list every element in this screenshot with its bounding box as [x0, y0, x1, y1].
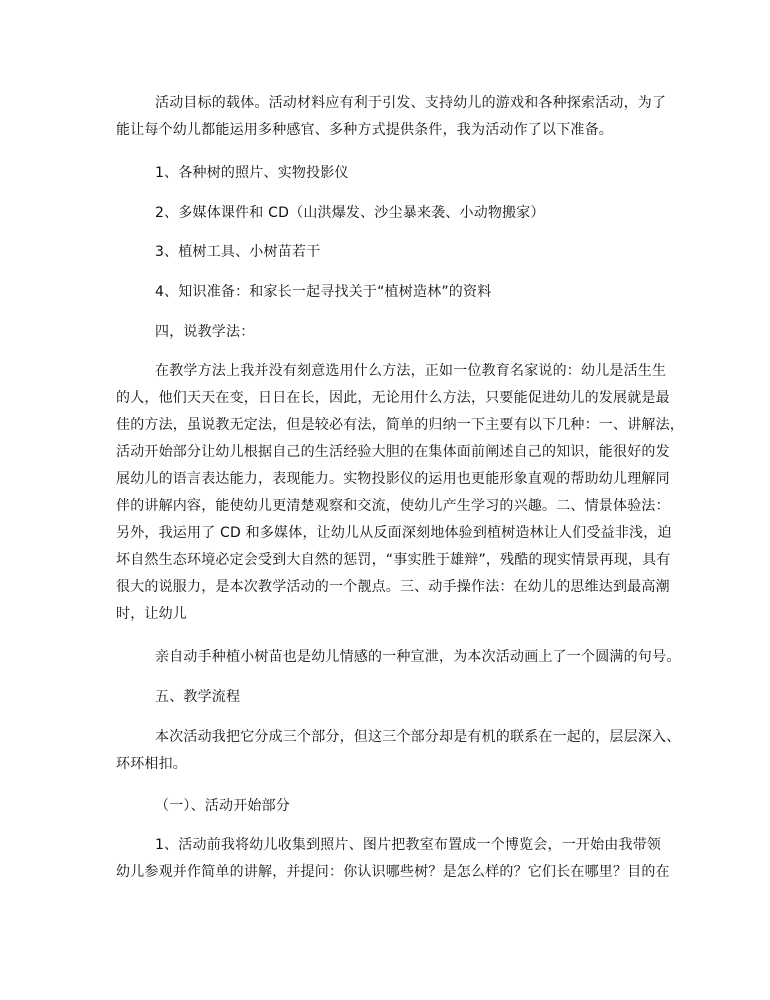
paragraph-line: 1、活动前我将幼儿收集到照片、图片把教室布置成一个博览会，一开始由我带领 — [155, 837, 662, 853]
paragraph-line: 本次活动我把它分成三个部分，但这三个部分却是有机的联系在一起的，层层深入、 — [155, 729, 681, 745]
paragraph-line: 活动目标的载体。活动材料应有利于引发、支持幼儿的游戏和各种探索活动，为了 — [155, 95, 667, 111]
paragraph-line: 在教学方法上我并没有刻意选用什么方法，正如一位教育名家说的：幼儿是活生生 — [155, 363, 667, 379]
paragraph-line: 伴的讲解内容，能使幼儿更清楚观察和交流，使幼儿产生学习的兴趣。二、情景体验法： — [116, 498, 670, 514]
paragraph-line: 时，让幼儿 — [116, 606, 187, 622]
paragraph-line: 环环相扣。 — [116, 756, 187, 772]
list-item: 1、各种树的照片、实物投影仪 — [155, 165, 349, 181]
paragraph-line: 坏自然生态环境必定会受到大自然的惩罚，“事实胜于雄辩”，残酷的现实情景再现，具有 — [116, 552, 671, 568]
paragraph-line: 佳的方法，虽说教无定法，但是较必有法，简单的归纳一下主要有以下几种：一、讲解法， — [116, 417, 684, 433]
list-item: 4、知识准备：和家长一起寻找关于“植树造林”的资料 — [155, 284, 492, 300]
paragraph-line: 能让每个幼儿都能运用多种感官、多种方式提供条件，我为活动作了以下准备。 — [116, 122, 613, 138]
section-heading: 五、教学流程 — [155, 689, 241, 705]
paragraph-line: 另外，我运用了 CD 和多媒体，让幼儿从反面深刻地体验到植树造林让人们受益非浅，迫 — [116, 525, 672, 541]
paragraph-line: 活动开始部分让幼儿根据自己的生活经验大胆的在集体面前阐述自己的知识，能很好的发 — [116, 444, 670, 460]
list-item: 3、植树工具、小树苗若干 — [155, 244, 321, 260]
paragraph-line: 幼儿参观并作简单的讲解，并提问：你认识哪些树？是怎么样的？它们长在哪里？目的在 — [116, 864, 670, 880]
paragraph-line: 的人，他们天天在变，日日在长，因此，无论用什么方法，只要能促进幼儿的发展就是最 — [116, 390, 670, 406]
list-item: 2、多媒体课件和 CD（山洪爆发、沙尘暴来袭、小动物搬家） — [155, 205, 545, 221]
paragraph-line: 展幼儿的语言表达能力，表现能力。实物投影仪的运用也更能形象直观的帮助幼儿理解同 — [116, 471, 670, 487]
paragraph-line: 亲自动手种植小树苗也是幼儿情感的一种宣泄，为本次活动画上了一个圆满的句号。 — [155, 649, 681, 665]
section-heading: 四，说教学法： — [155, 324, 255, 340]
paragraph-line: 很大的说服力，是本次教学活动的一个靓点。三、动手操作法：在幼儿的思维达到最高潮 — [116, 579, 670, 595]
subsection-heading: （一）、活动开始部分 — [155, 798, 290, 814]
